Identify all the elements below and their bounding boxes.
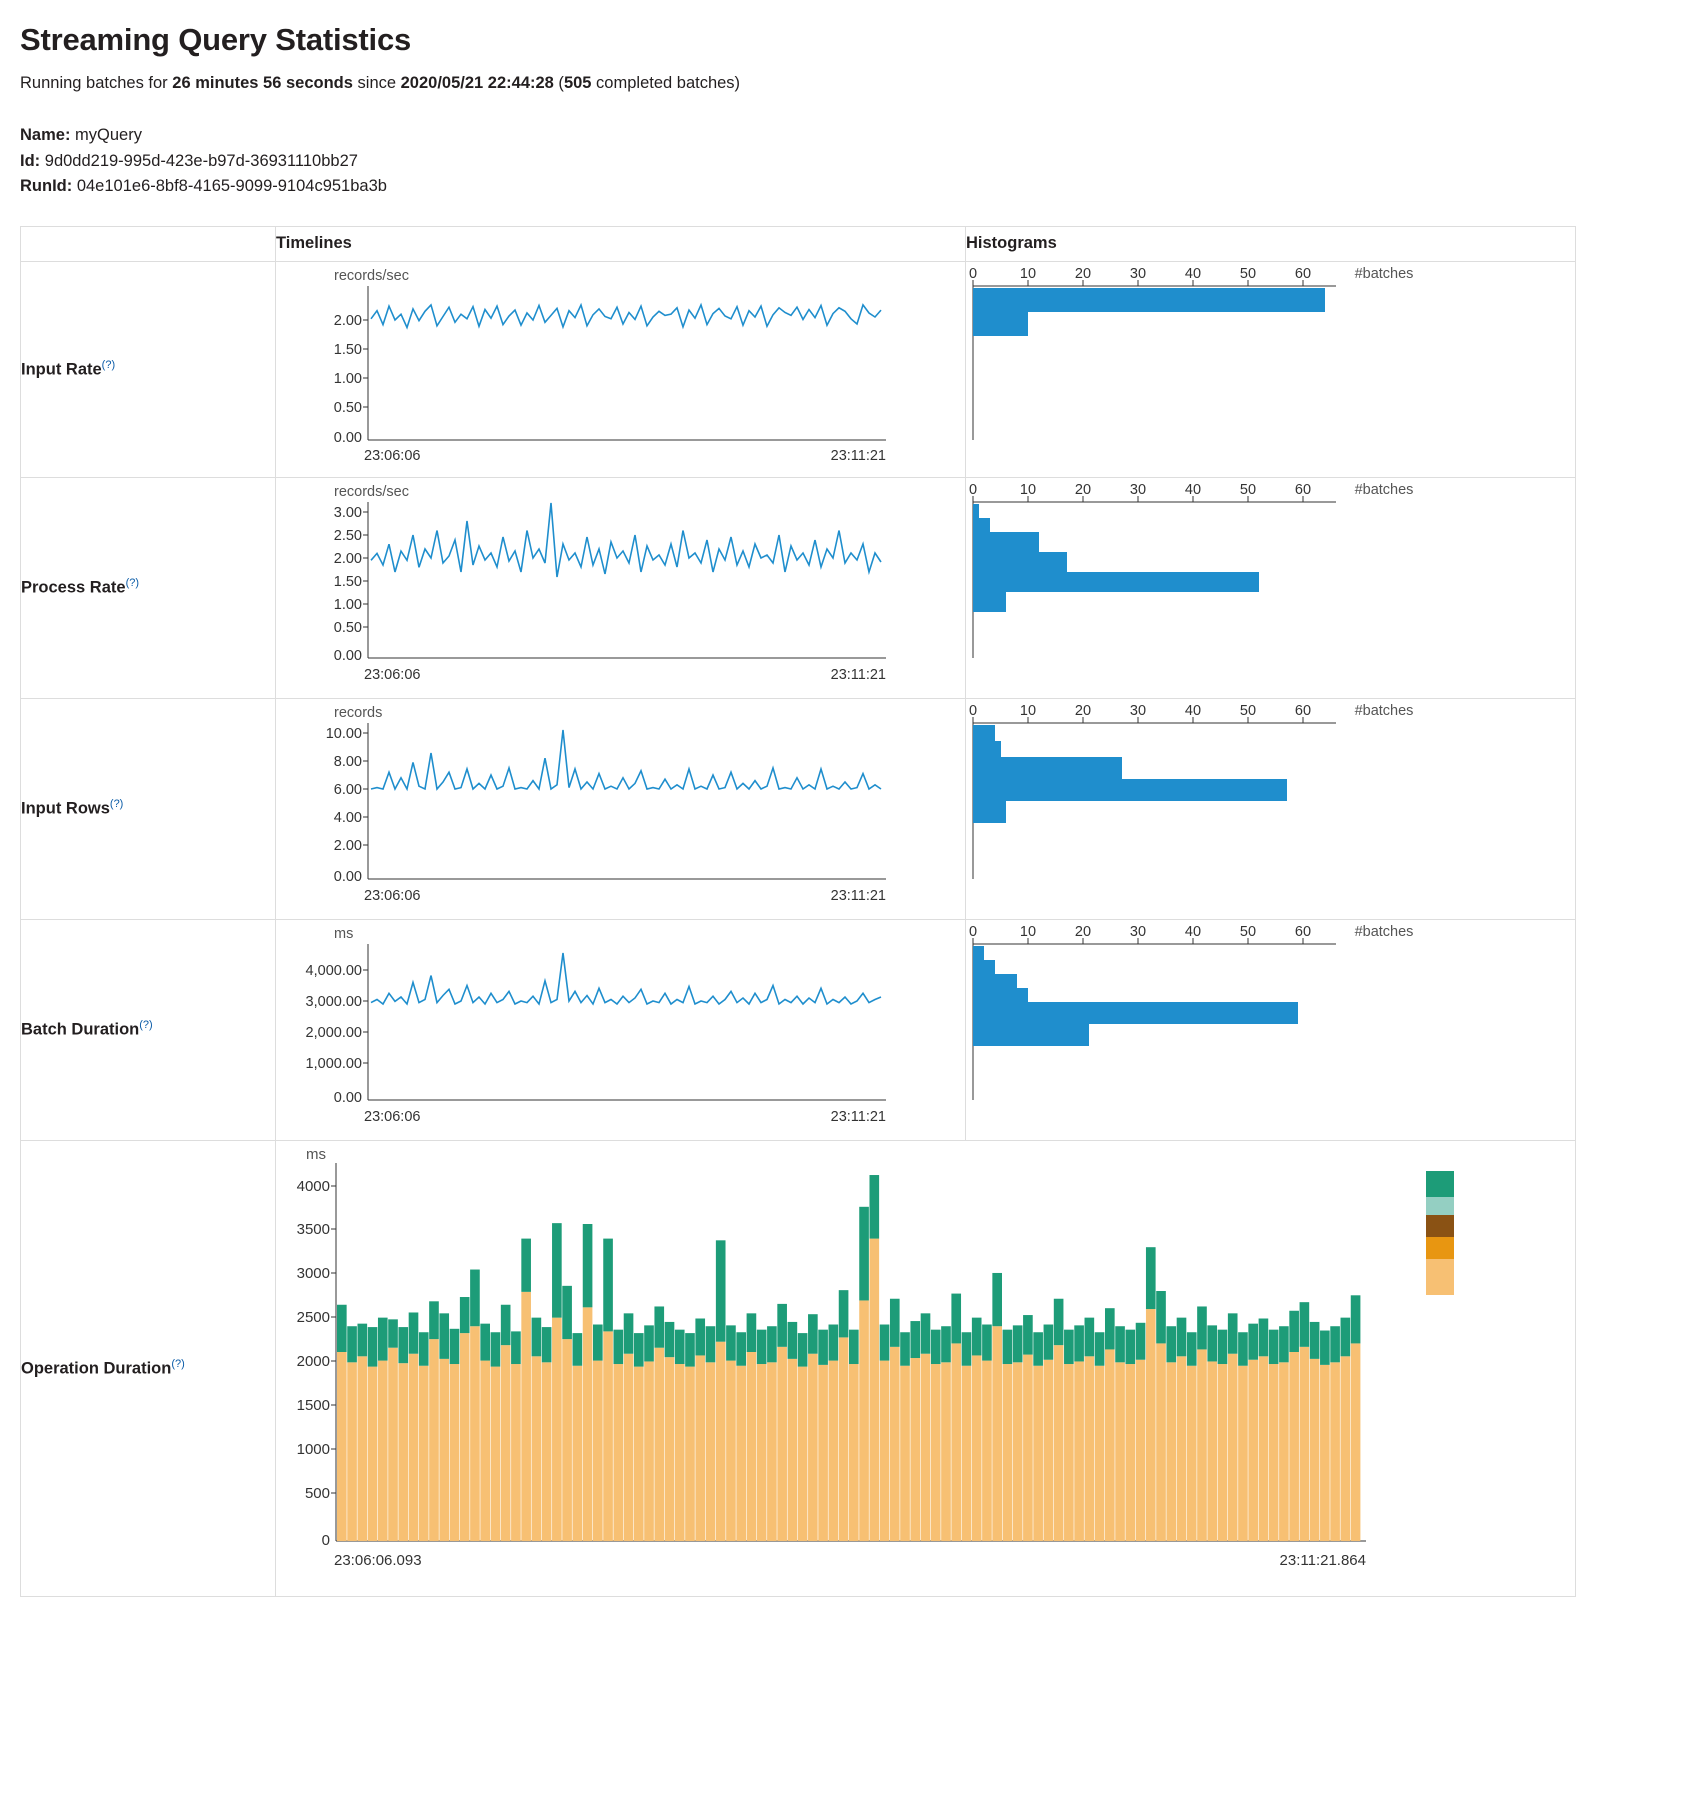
svg-text:30: 30 [1129,923,1147,940]
svg-text:0: 0 [968,702,978,719]
svg-text:3500: 3500 [296,1220,330,1238]
input-rate-timeline-chart [276,262,936,472]
svg-text:4.00: 4.00 [333,809,362,826]
batch-duration-timeline-chart [276,920,936,1135]
table-header-row [21,226,1576,261]
help-icon[interactable]: (?) [101,358,116,371]
operation-duration-cell [276,1140,1576,1596]
svg-text:40: 40 [1184,481,1202,498]
svg-text:0.50: 0.50 [333,619,362,636]
svg-text:0: 0 [321,1531,330,1549]
query-runid-value: 04e101e6-8bf8-4165-9099-9104c951ba3b [76,177,387,196]
svg-text:ms: ms [306,1145,326,1163]
row-label-text: Batch Duration [21,1020,140,1039]
svg-text:60: 60 [1294,923,1312,940]
svg-text:23:06:06.093: 23:06:06.093 [334,1551,422,1569]
summary-batch-count: 505 [563,74,592,92]
summary-tail: completed batches) [591,74,741,92]
svg-text:50: 50 [1239,702,1257,719]
help-icon[interactable]: (?) [109,798,124,811]
header-empty [21,226,276,261]
histogram-cell-input-rate [966,261,1576,477]
svg-text:60: 60 [1294,481,1312,498]
svg-text:4000: 4000 [296,1177,330,1195]
svg-text:8.00: 8.00 [333,753,362,770]
svg-text:50: 50 [1239,923,1257,940]
timeline-cell-batch-duration [276,919,966,1140]
header-timelines: Timelines [276,226,966,261]
process-rate-histogram-chart [966,478,1516,693]
table-row [21,919,1576,1140]
svg-text:10: 10 [1019,265,1037,282]
batch-duration-histogram-chart [966,920,1516,1135]
svg-text:0.00: 0.00 [333,868,362,885]
svg-text:2.00: 2.00 [333,312,362,329]
row-label-process-rate [21,477,276,698]
svg-text:23:11:21: 23:11:21 [830,447,886,464]
svg-text:1.50: 1.50 [333,573,362,590]
svg-text:1.50: 1.50 [333,341,362,358]
header-histograms: Histograms [966,226,1576,261]
table-row [21,698,1576,919]
svg-text:10: 10 [1019,481,1037,498]
query-id-line [20,149,1673,175]
svg-text:2,000.00: 2,000.00 [305,1024,362,1041]
statistics-table [20,226,1576,1597]
svg-text:0.00: 0.00 [333,1089,362,1106]
svg-text:20: 20 [1074,481,1092,498]
svg-text:records: records [334,704,383,721]
svg-text:4,000.00: 4,000.00 [305,962,362,979]
row-label-text: Input Rate [21,360,102,379]
svg-text:23:06:06: 23:06:06 [364,887,421,904]
svg-text:2.00: 2.00 [333,550,362,567]
svg-text:#batches: #batches [1354,702,1414,719]
svg-text:500: 500 [304,1484,330,1502]
svg-text:#batches: #batches [1354,923,1414,940]
svg-text:3,000.00: 3,000.00 [305,993,362,1010]
svg-text:0: 0 [968,265,978,282]
svg-text:40: 40 [1184,923,1202,940]
svg-text:20: 20 [1074,702,1092,719]
svg-text:23:06:06: 23:06:06 [364,666,421,683]
query-id-key: Id: [20,151,41,170]
query-name-value: myQuery [75,126,142,144]
query-id-value: 9d0dd219-995d-423e-b97d-36931110bb27 [44,151,358,170]
svg-text:0.00: 0.00 [333,647,362,664]
svg-text:23:11:21: 23:11:21 [830,1108,886,1125]
svg-text:23:11:21.864: 23:11:21.864 [1279,1551,1366,1569]
input-rows-timeline-chart [276,699,936,914]
summary-start-time: 2020/05/21 22:44:28 [400,74,554,92]
svg-text:2500: 2500 [296,1308,330,1326]
timeline-cell-process-rate [276,477,966,698]
svg-text:6.00: 6.00 [333,781,362,798]
svg-text:10: 10 [1019,923,1037,940]
svg-text:#batches: #batches [1354,481,1414,498]
operation-duration-legend [1426,1171,1454,1295]
svg-text:60: 60 [1294,265,1312,282]
summary-open-paren: ( [553,74,564,92]
row-label-text: Process Rate [21,578,126,597]
svg-text:1000: 1000 [296,1440,330,1458]
svg-text:records/sec: records/sec [334,483,409,500]
histogram-cell-batch-duration [966,919,1576,1140]
input-rows-histogram-chart [966,699,1516,914]
svg-text:2000: 2000 [296,1352,330,1370]
query-runid-key: RunId: [20,177,73,196]
svg-text:20: 20 [1074,265,1092,282]
row-label-operation-duration [21,1140,276,1596]
svg-text:60: 60 [1294,702,1312,719]
svg-text:1.00: 1.00 [333,596,362,613]
svg-text:10: 10 [1019,702,1037,719]
svg-text:0.00: 0.00 [333,429,362,446]
histogram-cell-process-rate [966,477,1576,698]
svg-text:30: 30 [1129,702,1147,719]
row-label-input-rows [21,698,276,919]
svg-text:23:11:21: 23:11:21 [830,887,886,904]
summary-mid: since [352,74,401,92]
svg-text:30: 30 [1129,265,1147,282]
svg-text:50: 50 [1239,481,1257,498]
query-name-key: Name: [20,126,71,144]
svg-text:23:06:06: 23:06:06 [364,447,421,464]
running-batches-summary [20,74,1673,93]
table-row [21,477,1576,698]
help-icon[interactable]: (?) [139,1019,153,1032]
input-rate-histogram-chart [966,262,1516,472]
row-label-text: Operation Duration [21,1359,172,1378]
timeline-cell-input-rate [276,261,966,477]
svg-text:3.00: 3.00 [333,504,362,521]
svg-text:0: 0 [968,481,978,498]
table-row [21,261,1576,477]
table-row [21,1140,1576,1596]
svg-text:23:06:06: 23:06:06 [364,1108,421,1125]
svg-text:40: 40 [1184,265,1202,282]
svg-text:1.00: 1.00 [333,370,362,387]
svg-text:20: 20 [1074,923,1092,940]
query-runid-line [20,174,1673,200]
row-label-batch-duration [21,919,276,1140]
svg-text:3000: 3000 [296,1264,330,1282]
timeline-cell-input-rows [276,698,966,919]
svg-text:records/sec: records/sec [334,267,409,284]
help-icon[interactable]: (?) [171,1357,185,1370]
svg-text:0: 0 [968,923,978,940]
row-label-text: Input Rows [21,799,110,818]
histogram-cell-input-rows [966,698,1576,919]
svg-text:10.00: 10.00 [325,725,362,742]
row-label-input-rate [21,261,276,477]
help-icon[interactable]: (?) [125,577,140,590]
svg-text:1,000.00: 1,000.00 [305,1055,362,1072]
page-title: Streaming Query Statistics [20,22,412,57]
svg-text:50: 50 [1239,265,1257,282]
svg-text:2.50: 2.50 [333,527,362,544]
svg-text:23:11:21: 23:11:21 [830,666,886,683]
query-name-line [20,123,1673,149]
summary-duration: 26 minutes 56 seconds [172,74,353,92]
svg-text:ms: ms [334,925,354,942]
svg-text:40: 40 [1184,702,1202,719]
svg-text:1500: 1500 [296,1396,330,1414]
svg-text:#batches: #batches [1354,265,1414,282]
summary-prefix: Running batches for [20,74,173,92]
operation-duration-chart [276,1141,1566,1591]
query-metadata [20,123,1673,200]
svg-text:30: 30 [1129,481,1147,498]
svg-text:0.50: 0.50 [333,399,362,416]
svg-text:2.00: 2.00 [333,837,362,854]
process-rate-timeline-chart [276,478,936,693]
